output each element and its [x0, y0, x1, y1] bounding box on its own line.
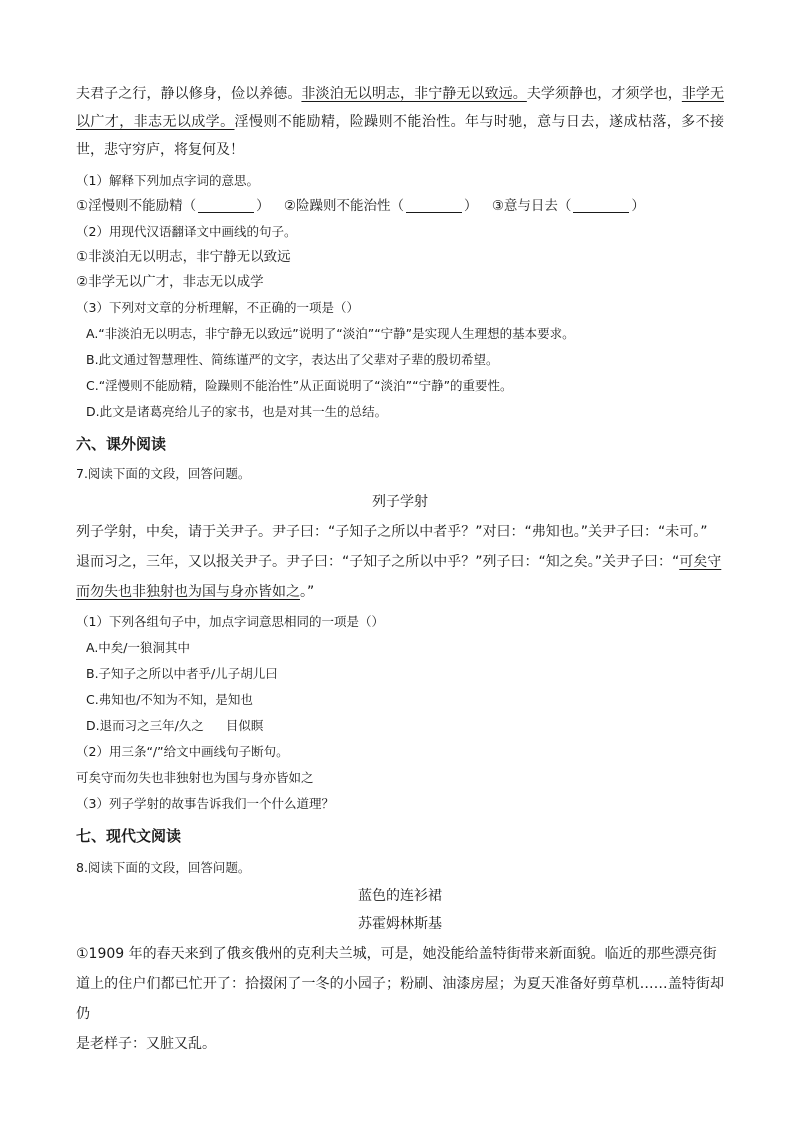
- answer-blank-3[interactable]: [573, 198, 629, 213]
- q3-option-c: C.“淫慢则不能励精，险躁则不能治性”从正面说明了“淡泊”“宁静”的重要性。: [86, 378, 513, 393]
- section-6-para-3: 而勿失也非独射也为国与身亦皆如之。”: [76, 584, 315, 600]
- section-6-title: 列子学射: [372, 494, 428, 510]
- s6-q1-option-a: A.中矣/一狼洞其中: [86, 640, 191, 655]
- section-6-heading: 六、课外阅读: [76, 435, 167, 453]
- q2-sentence-2: ②非学无以广才，非志无以成学: [76, 274, 264, 290]
- section-6-para-2: 退而习之，三年，又以报关尹子。尹子曰：“子知子之所以中乎？”列子曰：“知之矣。”关尹子曰：“可矣守: [76, 554, 722, 570]
- section-7-author: 苏霍姆林斯基: [358, 916, 442, 932]
- underlined-sentence-start: 可矣守: [679, 554, 722, 570]
- s6-q2-stem: （2）用三条“/”给文中画线句子断句。: [76, 744, 289, 759]
- underlined-sentence-end: 而勿失也非独射也为国与身亦皆如之: [76, 584, 300, 600]
- section-6-intro: 7.阅读下面的文段，回答问题。: [76, 466, 251, 481]
- s6-q2-sentence: 可矣守而勿失也非独射也为国与身亦皆如之: [76, 770, 314, 785]
- section-7-para-1c: 是老样子：又脏又乱。: [76, 1036, 216, 1052]
- section-7-para-1b: 道上的住户们都已忙开了：拾掇闲了一冬的小园子；粉刷、油漆房屋；为夏天准备好剪草机……盖特街却仍: [76, 976, 724, 1022]
- q1-stem: （1）解释下列加点字词的意思。: [76, 173, 259, 188]
- q2-stem: （2）用现代汉语翻译文中画线的句子。: [76, 224, 297, 239]
- s6-q1-stem: （1）下列各组句子中，加点字词意思相同的一项是（）: [76, 614, 384, 629]
- passage-1: [76, 80, 724, 164]
- q3-option-d: D.此文是诸葛亮给儿子的家书，也是对其一生的总结。: [86, 404, 388, 419]
- q1-items: ①淫慢则不能励精（ ） ②险躁则不能治性（ ） ③意与日去（ ）: [76, 198, 645, 214]
- s6-q3-stem: （3）列子学射的故事告诉我们一个什么道理？: [76, 796, 334, 811]
- section-7-title: 蓝色的连衫裙: [358, 888, 442, 904]
- q3-option-b: B.此文通过智慧理性、简练谨严的文字，表达出了父辈对子辈的殷切希望。: [86, 352, 499, 367]
- section-6-para-1: 列子学射，中矣，请于关尹子。尹子曰：“子知子之所以中者乎？”对曰：“弗知也。”关尹子曰：“未可。”: [76, 524, 708, 540]
- s6-q1-option-c: C.弗知也/不知为不知，是知也: [86, 692, 253, 707]
- answer-blank-1[interactable]: [198, 198, 254, 213]
- passage-1-underlined-1: 非淡泊无以明志，非宁静无以致远。: [301, 86, 527, 102]
- q3-stem: （3）下列对文章的分析理解，不正确的一项是（）: [76, 300, 359, 315]
- q2-sentence-1: ①非淡泊无以明志，非宁静无以致远: [76, 249, 291, 265]
- section-7-para-1a: ①1909 年的春天来到了俄亥俄州的克利夫兰城，可是，她没能给盖特街带来新面貌。临近的那些漂亮街: [76, 946, 717, 962]
- section-7-intro: 8.阅读下面的文段，回答问题。: [76, 860, 251, 875]
- answer-blank-2[interactable]: [406, 198, 462, 213]
- passage-1-seg3: 夫学须静也，才须学也，: [526, 86, 682, 102]
- passage-1-underlined-2: 非学无以广才，非志无以成学。: [76, 86, 725, 130]
- q3-option-a: A.“非淡泊无以明志，非宁静无以致远”说明了“淡泊”“宁静”是实现人生理想的基本要求。: [86, 326, 575, 341]
- section-7-heading: 七、现代文阅读: [76, 827, 182, 845]
- passage-1-seg5: 淫慢则不能励精，险躁则不能治性。年与时驰，意与日去，遂成枯落，多不接世，悲守穷庐，将复何及！: [76, 114, 724, 158]
- s6-q1-option-d: D.退而习之三年/久之 目似瞑: [86, 718, 264, 733]
- s6-q1-option-b: B.子知子之所以中者乎/儿子胡儿曰: [86, 666, 278, 681]
- passage-1-seg1: 夫君子之行，静以修身，俭以养德。: [76, 86, 302, 102]
